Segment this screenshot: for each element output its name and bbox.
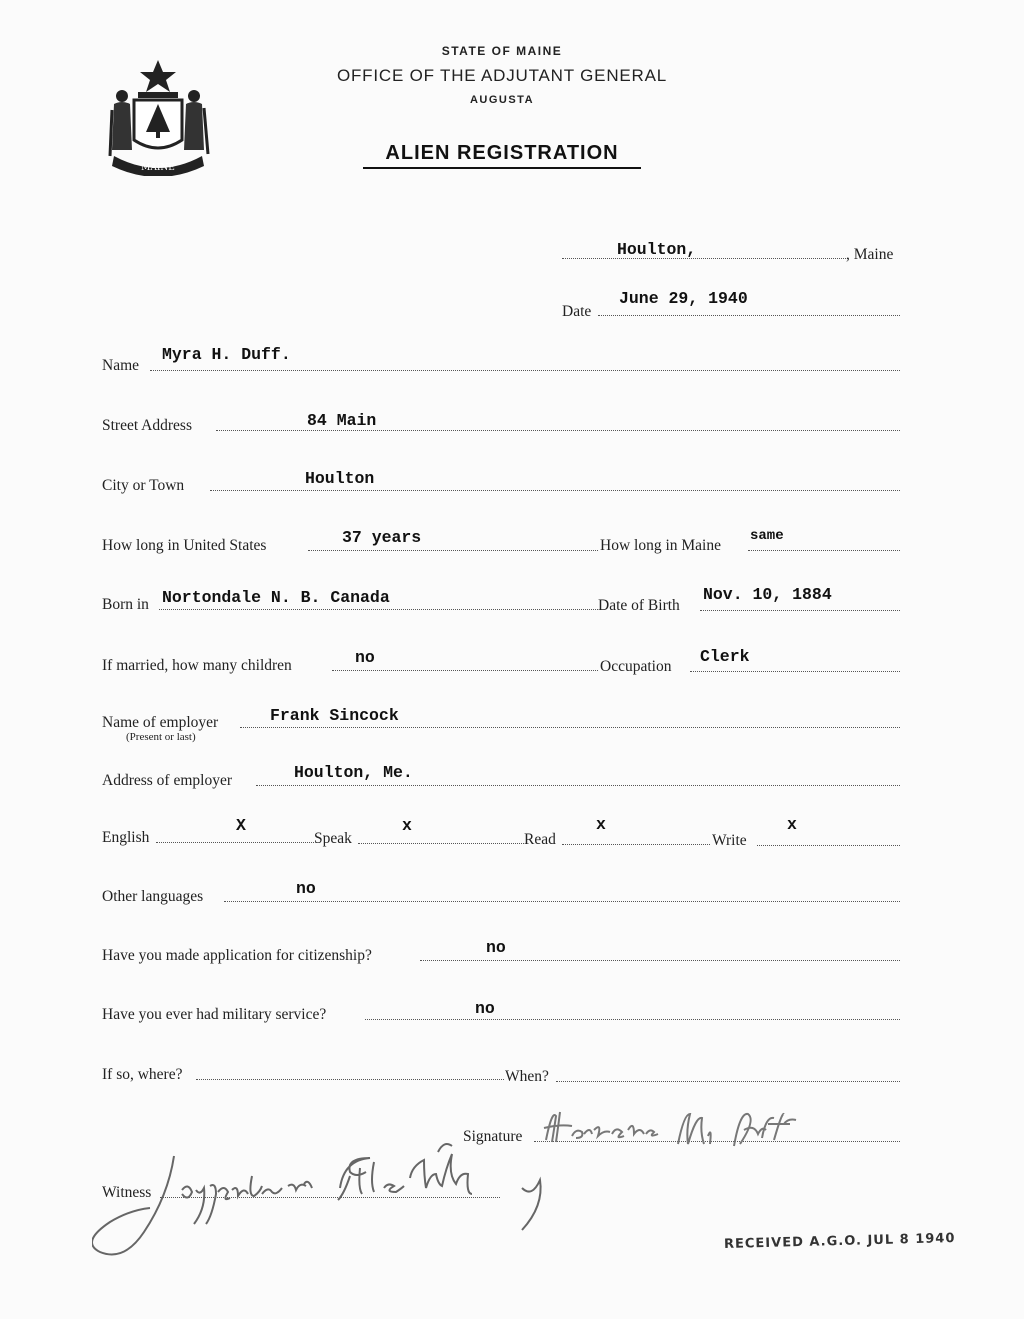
write-label: Write bbox=[712, 832, 747, 849]
english-label: English bbox=[102, 829, 150, 846]
children-value: no bbox=[355, 648, 375, 667]
employer-label: Name of employer bbox=[102, 714, 219, 731]
city-label: City or Town bbox=[102, 477, 185, 494]
page-title: ALIEN REGISTRATION bbox=[385, 142, 619, 164]
date-line bbox=[598, 315, 900, 316]
street-value: 84 Main bbox=[307, 411, 377, 430]
when-line bbox=[556, 1081, 900, 1082]
other-languages-line bbox=[224, 901, 900, 902]
english-value: X bbox=[236, 816, 246, 835]
when-label: When? bbox=[505, 1068, 549, 1085]
how-long-maine-line bbox=[748, 550, 900, 551]
write-value: x bbox=[787, 815, 797, 834]
street-line bbox=[216, 430, 900, 431]
header-city: AUGUSTA bbox=[469, 94, 535, 106]
born-in-label: Born in bbox=[102, 596, 149, 613]
military-label: Have you ever had military service? bbox=[102, 1006, 327, 1023]
occupation-value: Clerk bbox=[700, 647, 750, 666]
how-long-us-line bbox=[308, 550, 598, 551]
employer-value: Frank Sincock bbox=[270, 706, 399, 725]
how-long-maine-value: same bbox=[750, 528, 784, 544]
employer-address-value: Houlton, Me. bbox=[294, 763, 413, 782]
military-value: no bbox=[475, 999, 495, 1018]
header-office: OFFICE OF THE ADJUTANT GENERAL bbox=[336, 66, 668, 85]
place-line bbox=[562, 258, 846, 259]
name-line bbox=[150, 370, 900, 371]
children-line bbox=[332, 670, 598, 671]
street-label: Street Address bbox=[102, 417, 192, 434]
born-in-value: Nortondale N. B. Canada bbox=[162, 588, 390, 607]
read-label: Read bbox=[524, 831, 556, 848]
citizenship-line bbox=[420, 960, 900, 961]
citizenship-value: no bbox=[486, 938, 506, 957]
name-value: Myra H. Duff. bbox=[162, 345, 291, 364]
occupation-line bbox=[690, 671, 900, 672]
how-long-us-value: 37 years bbox=[342, 528, 422, 547]
military-line bbox=[365, 1019, 900, 1020]
english-line bbox=[156, 842, 314, 843]
dob-line bbox=[700, 610, 900, 611]
dob-label: Date of Birth bbox=[598, 597, 680, 614]
employer-sublabel: (Present or last) bbox=[126, 731, 196, 743]
city-line bbox=[210, 490, 900, 491]
where-line bbox=[196, 1079, 504, 1080]
dob-value: Nov. 10, 1884 bbox=[703, 585, 832, 604]
place-value: Houlton, bbox=[617, 240, 697, 259]
how-long-us-label: How long in United States bbox=[102, 537, 267, 554]
speak-label: Speak bbox=[314, 830, 352, 847]
witness-label: Witness bbox=[102, 1184, 152, 1201]
read-value: x bbox=[596, 815, 606, 834]
how-long-maine-label: How long in Maine bbox=[600, 537, 721, 554]
speak-line bbox=[358, 843, 524, 844]
date-value: June 29, 1940 bbox=[619, 289, 748, 308]
employer-address-label: Address of employer bbox=[102, 772, 232, 789]
signature-label: Signature bbox=[463, 1128, 523, 1145]
speak-value: x bbox=[402, 816, 412, 835]
witness-handwritten bbox=[92, 1138, 652, 1273]
employer-line bbox=[240, 727, 900, 728]
seal-text: MAINE bbox=[141, 163, 175, 173]
city-value: Houlton bbox=[305, 469, 375, 488]
occupation-label: Occupation bbox=[600, 658, 672, 675]
other-languages-value: no bbox=[296, 879, 316, 898]
header-state: STATE OF MAINE bbox=[441, 44, 563, 58]
where-label: If so, where? bbox=[102, 1066, 183, 1083]
date-label: Date bbox=[562, 303, 592, 320]
name-label: Name bbox=[102, 357, 140, 374]
read-line bbox=[562, 844, 710, 845]
received-stamp: RECEIVED A.G.O. JUL 8 1940 bbox=[723, 1230, 956, 1253]
children-label: If married, how many children bbox=[102, 657, 292, 674]
born-in-line bbox=[159, 609, 598, 610]
employer-address-line bbox=[256, 785, 900, 786]
other-languages-label: Other languages bbox=[102, 888, 204, 905]
title-underline bbox=[363, 167, 641, 169]
place-suffix: , Maine bbox=[846, 246, 894, 263]
citizenship-label: Have you made application for citizenship? bbox=[102, 947, 372, 964]
write-line bbox=[757, 845, 900, 846]
